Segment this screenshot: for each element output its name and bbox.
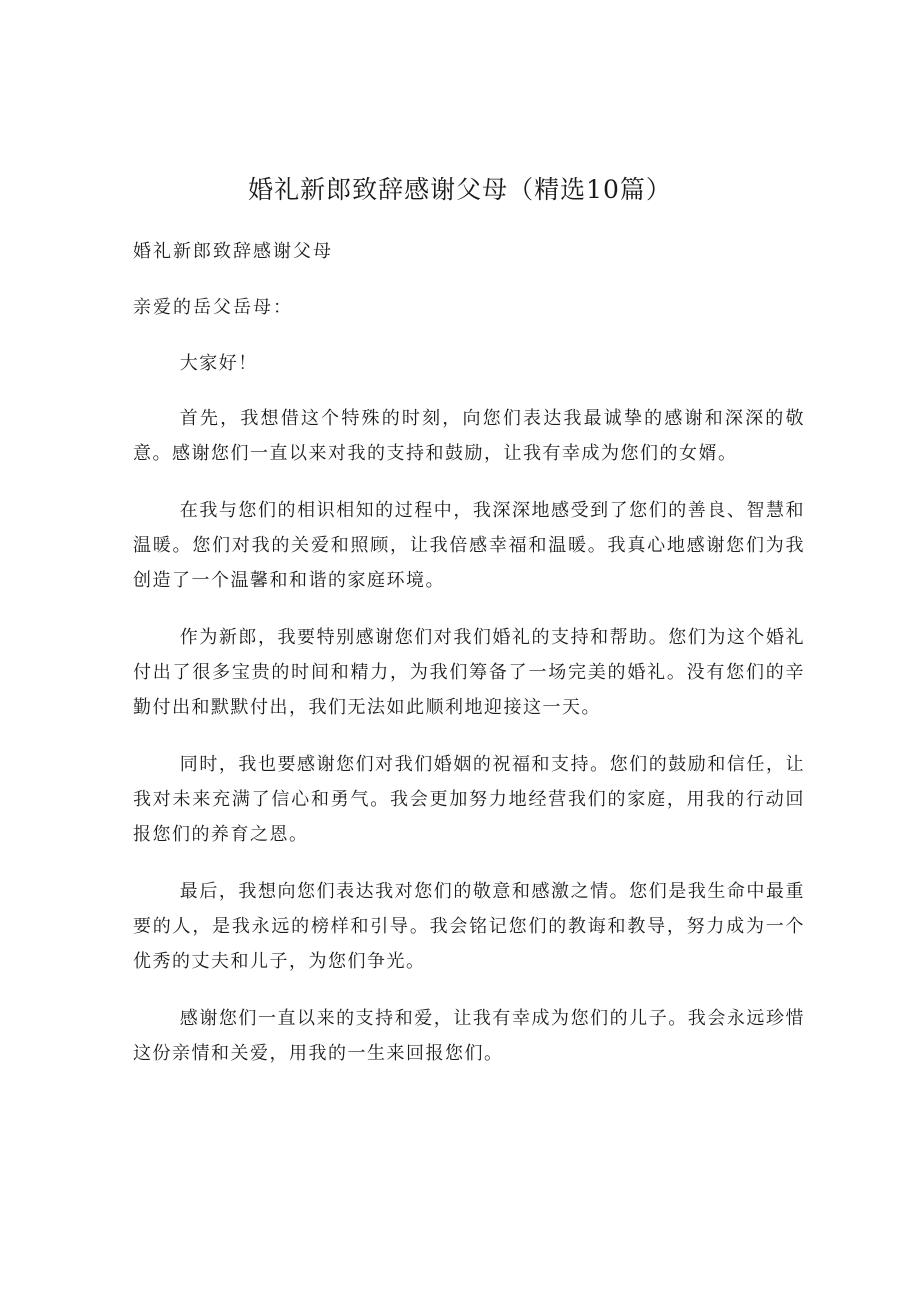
paragraph-3: 作为新郎，我要特别感谢您们对我们婚礼的支持和帮助。您们为这个婚礼付出了很多宝贵的时间和精力，为我们筹备了一场完美的婚礼。没有您们的辛勤付出和默默付出，我们无法如此顺利地迎接这一天。	[133, 627, 805, 718]
salutation: 亲爱的岳父岳母：	[133, 297, 293, 318]
paragraph-greeting: 大家好！	[179, 353, 258, 374]
paragraph-4: 同时，我也要感谢您们对我们婚姻的祝福和支持。您们的鼓励和信任，让我对未来充满了信心和勇气。我会更加努力地经营我们的家庭，用我的行动回报您们的养育之恩。	[133, 754, 805, 845]
paragraph-5: 最后，我想向您们表达我对您们的敬意和感激之情。您们是我生命中最重要的人，是我永远的榜样和引导。我会铭记您们的教诲和教导，努力成为一个优秀的丈夫和儿子，为您们争光。	[133, 881, 805, 972]
paragraph-1: 首先，我想借这个特殊的时刻，向您们表达我最诚挚的感谢和深深的敬意。感谢您们一直以来对我的支持和鼓励，让我有幸成为您们的女婿。	[133, 408, 805, 464]
document-title: 婚礼新郎致辞感谢父母（精选10篇）	[248, 175, 672, 204]
letter-body	[133, 346, 805, 1093]
paragraph-6: 感谢您们一直以来的支持和爱，让我有幸成为您们的儿子。我会永远珍惜这份亲情和关爱，用我的一生来回报您们。	[133, 1008, 805, 1064]
section-heading: 婚礼新郎致辞感谢父母	[133, 241, 333, 262]
paragraph-2: 在我与您们的相识相知的过程中，我深深地感受到了您们的善良、智慧和温暖。您们对我的关爱和照顾，让我倍感幸福和温暖。我真心地感谢您们为我创造了一个温馨和和谐的家庭环境。	[133, 500, 805, 591]
